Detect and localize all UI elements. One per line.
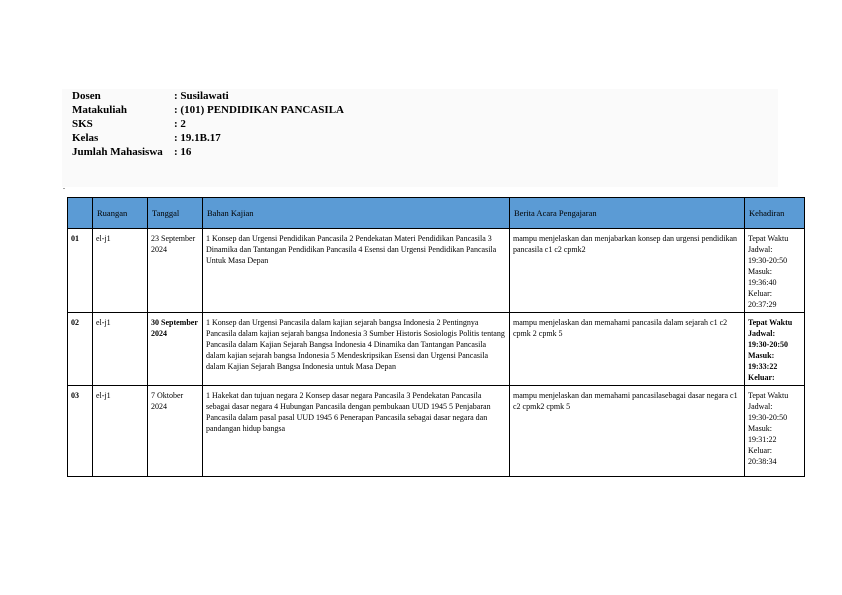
- col-header-ruangan: Ruangan: [93, 198, 148, 229]
- col-header-bahan-kajian: Bahan Kajian: [203, 198, 510, 229]
- stray-dot: .: [63, 182, 65, 191]
- kehadiran-line: 19:31:22: [748, 435, 777, 444]
- info-label: SKS: [72, 118, 93, 130]
- kehadiran-line: Masuk:: [748, 351, 775, 360]
- kehadiran-line: Jadwal:: [748, 245, 773, 254]
- info-label: Matakuliah: [72, 104, 128, 116]
- teaching-log-table: [67, 197, 805, 477]
- info-value: : (101) PENDIDIKAN PANCASILA: [174, 104, 344, 116]
- kehadiran-line: Tepat Waktu: [748, 318, 793, 327]
- info-value: : 19.1B.17: [174, 132, 221, 144]
- cell-tanggal: 30 September 2024: [148, 313, 203, 386]
- table-header-row: [68, 198, 805, 229]
- kehadiran-line: 19:33:22: [748, 362, 778, 371]
- kehadiran-line: 19:30-20:50: [748, 256, 788, 265]
- kehadiran-line: Jadwal:: [748, 329, 776, 338]
- cell-bahan-kajian: 1 Hakekat dan tujuan negara 2 Konsep dasar negara Pancasila 3 Pendekatan Pancasila sebagai dasar negara 4 Hubungan Pancasila dengan pembukaan UUD 1945 5 Penjabaran Pancasila dalam pasal pasal UUD 1945 6 Penerapan Pancasila sebagai dasar negara dan pandangan hidup bangsa: [203, 386, 510, 477]
- cell-bahan-kajian: 1 Konsep dan Urgensi Pancasila dalam kajian sejarah bangsa Indonesia 2 Pentingnya Pancasila dalam kajian sejarah bangsa Indonesia 3 Sumber Historis Sosiologis Politis tentang Pancasila dalam Kajian Sejarah Bangsa Indonesia 4 Dinamika dan Tantangan Pancasila dalam kajian sejarah bangsa Indonesia 5 Mendeskripsikan Esensi dan Urgensi Pancasila dalam Kajian Sejarah Bangsa Indonesia untuk Masa Depan: [203, 313, 510, 386]
- cell-bahan-kajian: 1 Konsep dan Urgensi Pendidikan Pancasila 2 Pendekatan Materi Pendidikan Pancasila 3 Dinamika dan Tantangan Pendidikan Pancasila 4 Esensi dan Urgensi Pendidikan Pancasila Untuk Masa Depan: [203, 229, 510, 313]
- cell-no: 01: [68, 229, 93, 313]
- cell-berita-acara: mampu menjelaskan dan memahami pancasila dalam sejarah c1 c2 cpmk 2 cpmk 5: [510, 313, 745, 386]
- cell-tanggal: 7 Oktober 2024: [148, 386, 203, 477]
- info-row-sks: [72, 117, 344, 131]
- col-header-kehadiran: Kehadiran: [745, 198, 805, 229]
- kehadiran-line: Tepat Waktu: [748, 391, 789, 400]
- cell-ruangan: el-j1: [93, 229, 148, 313]
- info-row-dosen: [72, 89, 344, 103]
- kehadiran-line: 19:36:40: [748, 278, 777, 287]
- table-row: [68, 229, 805, 313]
- info-row-jumlah-mahasiswa: [72, 145, 344, 159]
- table-row: [68, 313, 805, 386]
- info-label: Jumlah Mahasiswa: [72, 146, 163, 158]
- kehadiran-line: 19:30-20:50: [748, 413, 788, 422]
- course-info: [72, 89, 344, 159]
- cell-berita-acara: mampu menjelaskan dan menjabarkan konsep dan urgensi pendidikan pancasila c1 c2 cpmk2: [510, 229, 745, 313]
- info-value: : 16: [174, 146, 192, 158]
- table-row: [68, 386, 805, 477]
- kehadiran-line: Keluar:: [748, 289, 772, 298]
- kehadiran-line: 20:38:34: [748, 457, 777, 466]
- kehadiran-line: Masuk:: [748, 424, 772, 433]
- info-value: : 2: [174, 118, 186, 130]
- cell-no: 02: [68, 313, 93, 386]
- info-row-matakuliah: [72, 103, 344, 117]
- cell-ruangan: el-j1: [93, 313, 148, 386]
- col-header-berita-acara: Berita Acara Pengajaran: [510, 198, 745, 229]
- kehadiran-line: Keluar:: [748, 373, 775, 382]
- cell-kehadiran: [745, 313, 805, 386]
- info-label: Dosen: [72, 90, 101, 102]
- cell-berita-acara: mampu menjelaskan dan memahami pancasilasebagai dasar negara c1 c2 cpmk2 cpmk 5: [510, 386, 745, 477]
- info-label: Kelas: [72, 132, 99, 144]
- kehadiran-line: 19:30-20:50: [748, 340, 788, 349]
- kehadiran-line: Masuk:: [748, 267, 772, 276]
- kehadiran-line: Jadwal:: [748, 402, 773, 411]
- cell-kehadiran: [745, 386, 805, 477]
- cell-ruangan: el-j1: [93, 386, 148, 477]
- col-header-tanggal: Tanggal: [148, 198, 203, 229]
- kehadiran-line: Tepat Waktu: [748, 234, 789, 243]
- col-header-no: [68, 198, 93, 229]
- cell-no: 03: [68, 386, 93, 477]
- cell-kehadiran: [745, 229, 805, 313]
- cell-tanggal: 23 September 2024: [148, 229, 203, 313]
- kehadiran-line: Keluar:: [748, 446, 772, 455]
- info-value: : Susilawati: [174, 90, 229, 102]
- kehadiran-line: 20:37:29: [748, 300, 777, 309]
- info-row-kelas: [72, 131, 344, 145]
